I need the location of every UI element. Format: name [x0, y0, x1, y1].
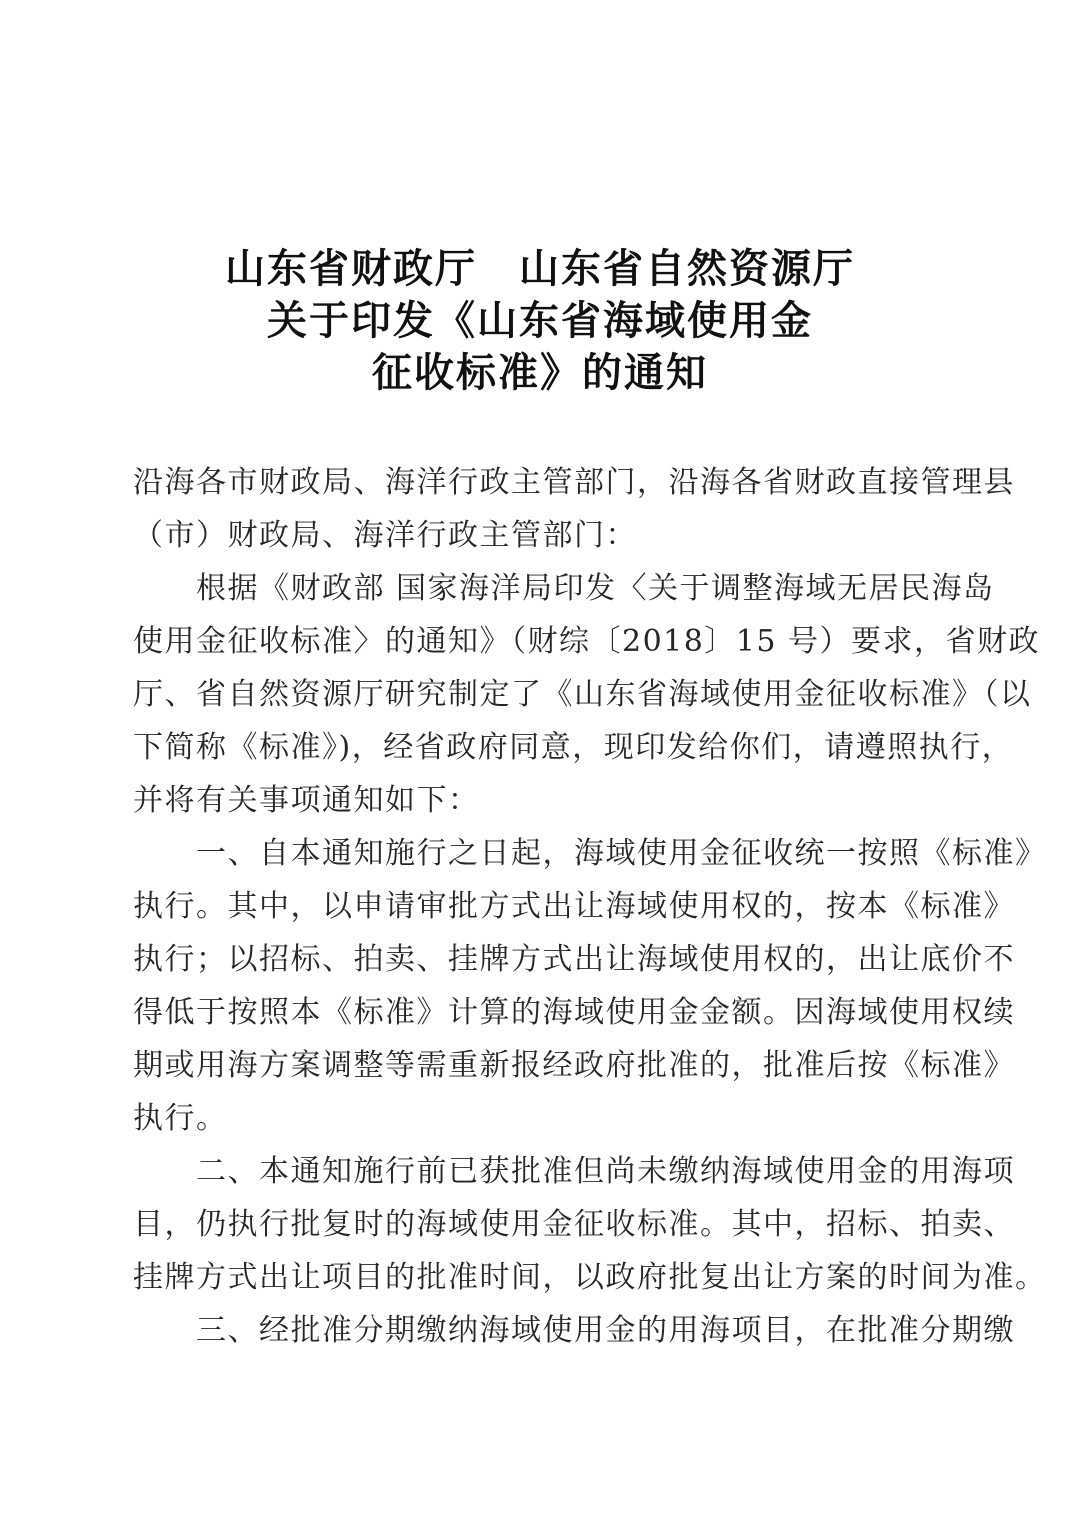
body-line: 根据《财政部 国家海洋局印发〈关于调整海域无居民海岛: [133, 571, 995, 606]
document-title: [0, 243, 1080, 399]
document-title-line: 山东省财政厅 山东省自然资源厅: [225, 245, 855, 292]
body-line: 挂牌方式出让项目的批准时间，以政府批复出让方案的时间为准。: [133, 1260, 1047, 1295]
body-line: 二、本通知施行前已获批准但尚未缴纳海域使用金的用海项: [133, 1154, 1015, 1189]
body-line: 下简称《标准》)，经省政府同意，现印发给你们，请遵照执行，: [133, 730, 1014, 765]
body-line: 执行；以招标、拍卖、挂牌方式出让海域使用权的，出让底价不: [133, 942, 1015, 977]
body-line: 执行。其中，以申请审批方式出让海域使用权的，按本《标准》: [133, 889, 1015, 924]
body-line: 沿海各市财政局、海洋行政主管部门，沿海各省财政直接管理县: [133, 465, 1015, 500]
body-line: 得低于按照本《标准》计算的海域使用金金额。因海域使用权续: [133, 995, 1015, 1030]
body-line: 三、经批准分期缴纳海域使用金的用海项目，在批准分期缴: [133, 1313, 1015, 1348]
document-body: [133, 456, 1047, 1357]
body-line: 一、自本通知施行之日起，海域使用金征收统一按照《标准》: [133, 836, 1047, 871]
body-line: 目，仍执行批复时的海域使用金征收标准。其中，招标、拍卖、: [133, 1207, 1015, 1242]
body-line: 厅、省自然资源厅研究制定了《山东省海域使用金征收标准》（以: [133, 677, 1032, 712]
body-line: （市）财政局、海洋行政主管部门：: [133, 518, 637, 553]
document-title-line: 关于印发《山东省海域使用金: [267, 297, 813, 344]
body-line: 执行。: [133, 1101, 228, 1136]
document-title-line: 征收标准》的通知: [372, 349, 708, 396]
body-line: 期或用海方案调整等需重新报经政府批准的，批准后按《标准》: [133, 1048, 1015, 1083]
body-line: 并将有关事项通知如下：: [133, 783, 480, 818]
body-line: 使用金征收标准〉的通知》（财综〔2018〕15 号）要求，省财政: [133, 624, 1041, 659]
